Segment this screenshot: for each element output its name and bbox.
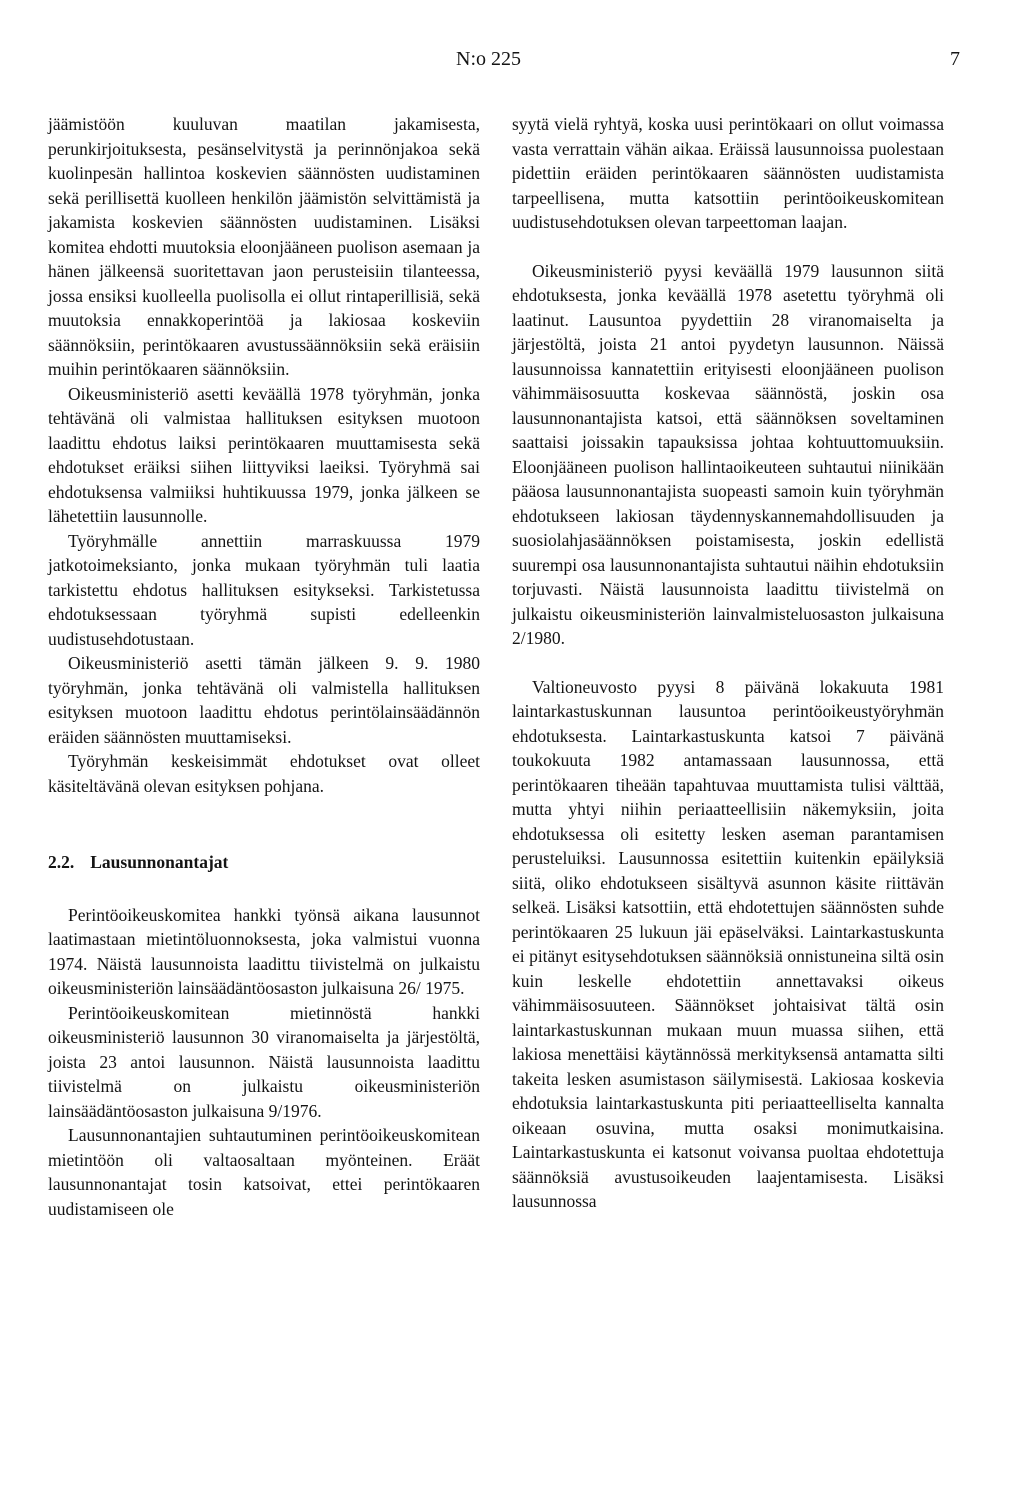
paragraph: Lausunnonantajien suhtautuminen perintöoikeuskomitean mietintöön oli valtaosaltaan myönteinen. Eräät lausunnonantajat tosin katsoivat, ettei perintökaaren uudistamiseen ole	[48, 1125, 480, 1219]
paragraph: Työryhmälle annettiin marraskuussa 1979 jatkotoimeksianto, jonka mukaan työryhmän tuli laatia tarkistettu ehdotus hallituksen esitykseksi. Tarkistetussa ehdotuksessaan työryhmä supisti edelleenkin uudistusehdotustaan.	[48, 530, 480, 649]
section-number: 2.2.	[48, 852, 75, 872]
paragraph: Valtioneuvosto pyysi 8 päivänä lokakuuta 1981 laintarkastuskunnan lausuntoa perintöoikeustyöryhmän ehdotuksesta. Laintarkastuskunta katsoi 7 päivänä toukokuuta 1982 antamassaan lausunnossa, että perintökaaren tiheään tapahtuvaa muuttamista tulisi välttää, mutta yhtyi niihin periaatteellisiin näkemyksiin, joita ehdotuksessa oli esitetty lesken aseman parantamisen perusteluiksi. Lausunnossa esitettiin kuitenkin epäilyksiä siitä, oliko ehdotukseen sisältyvä asunnon käsite riittävän selkeä. Lisäksi katsottiin, että ehdotettujen säännösten suhde perintökaaren 25 lukuun jäi epäselväksi. Laintarkastuskunta ei pitänyt esitysehdotuksen säännöksiä onnistuneina siltä osin kuin leskelle ehdotettiin annettavaksi oikeus vähimmäisosuuteen. Säännökset johtaisivat tältä osin laintarkastuskunnan mukaan muun muassa siihen, että lakiosa menettäisi käytännössä merkityksensä antamatta silti takeita lesken asumistason säilymisestä. Lakiosaa koskevia ehdotuksia laintarkastuskunta piti periaatteelliselta kannalta oikeaan osuvina, mutta osaksi monimutkaisina. Laintarkastuskunta ei katsonut voivansa puoltaa ehdotettuja säännöksiä avustusoikeuden laajentamisesta. Lisäksi lausunnossa	[512, 676, 944, 1211]
right-column	[512, 112, 944, 1214]
paragraph: Oikeusministeriö asetti keväällä 1978 työryhmän, jonka tehtävänä oli valmistaa hallituksen esityksen muotoon laadittu ehdotus laiksi perintökaaren muuttamisesta sekä ehdotukset eräiksi siihen liittyviksi laeiksi. Työryhmä sai ehdotuksensa valmiiksi huhtikuussa 1979, jonka jälkeen se lähetettiin lausunnolle.	[48, 383, 480, 526]
paragraph: Työryhmän keskeisimmät ehdotukset ovat olleet käsiteltävänä olevan esityksen pohjana.	[48, 751, 480, 796]
left-column	[48, 112, 480, 1221]
paragraph: Oikeusministeriö pyysi keväällä 1979 lausunnon siitä ehdotuksesta, jonka keväällä 1978 asetettu työryhmä oli laatinut. Lausuntoa pyydettiin 28 viranomaiselta ja järjestöltä, joista 21 antoi pyydetyn lausunnon. Näissä lausunnoissa kannatettiin erityisesti eloonjääneen puolison vähimmäisosuutta koskevaa säännöstä, joskin osa lausunnonantajista katsoi, että säännöksen soveltaminen saattaisi joissakin tapauksissa johtaa kohtuuttomuuksiin. Eloonjääneen puolison hallintaoikeuteen suhtautui niinikään pääosa lausunnonantajista suopeasti samoin kuin työryhmän ehdotukseen lakiosan täydennyskannemahdollisuuden ja suosiolahjasäännöksen poistamisesta, joskin edellistä suurempi osa lausunnonantajista suhtautui näihin ehdotuksiin torjuvasti. Näistä lausunnoista laadittu tiivistelmä on julkaistu oikeusministeriön lainvalmisteluosaston julkaisuna 2/1980.	[512, 260, 944, 648]
page-number: 7	[950, 48, 960, 70]
paragraph: Perintöoikeuskomitean mietinnöstä hankki oikeusministeriö lausunnon 30 viranomaiselta ja järjestöltä, joista 23 antoi lausunnon. Näistä lausunnoista laadittu tiivistelmä on julkaistu oikeusministeriön lainsäädäntöosaston julkaisuna 9/1976.	[48, 1002, 480, 1121]
paragraph: jäämistöön kuuluvan maatilan jakamisesta, perunkirjoituksesta, pesänselvitystä ja perinnönjakoa sekä kuolinpesän hallintoa koskevien säännösten uudistaminen sekä perillisettä kuolleen henkilön jäämistön selvittämistä ja jakamista koskevien säännösten uudistaminen. Lisäksi komitea ehdotti muutoksia eloonjääneen puolison asemaan ja hänen jälkeensä suoritettavan jaon perusteisiin tilanteessa, jossa ensiksi kuolleella puolisolla ei ollut rintaperillisiä, sekä muutoksia ennakkoperintöä ja lakiosaa koskeviin säännöksiin, perintökaaren avustussäännöksiin sekä eräisiin muihin perintökaaren säännöksiin.	[48, 114, 480, 379]
section-heading	[48, 850, 480, 875]
paragraph: Oikeusministeriö asetti tämän jälkeen 9. 9. 1980 työryhmän, jonka tehtävänä oli valmistella hallituksen esityksen muotoon laadittu ehdotus perintölainsäädännön eräiden säännösten muuttamiseksi.	[48, 653, 480, 747]
document-number: N:o 225	[456, 48, 521, 70]
section-title: Lausunnonantajat	[90, 852, 229, 872]
paragraph: syytä vielä ryhtyä, koska uusi perintökaari on ollut voimassa vasta verrattain vähän aikaa. Eräissä lausunnoissa puolestaan pidettiin eräiden perintökaaren säännösten uudistamista tarpeellisena, mutta katsottiin perintöoikeuskomitean uudistusehdotuksen olevan tarpeettoman laajan.	[512, 114, 944, 232]
paragraph: Perintöoikeuskomitea hankki työnsä aikana lausunnot laatimastaan mietintöluonnoksesta, joka valmistui vuonna 1974. Näistä lausunnoista laadittu tiivistelmä on julkaistu oikeusministeriön lainsäädäntöosaston julkaisuna 26/ 1975.	[48, 904, 480, 998]
